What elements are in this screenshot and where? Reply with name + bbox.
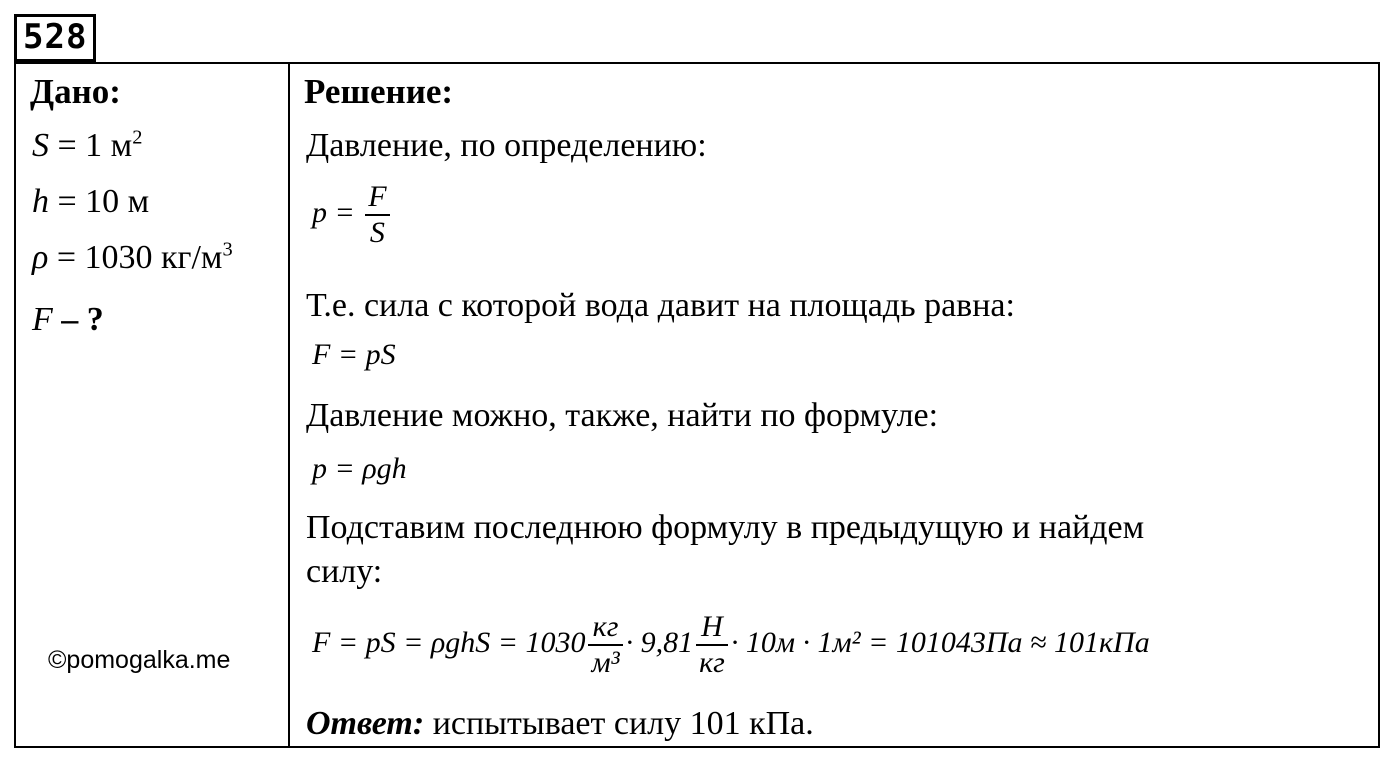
given-item-area: S = 1 $м^2$ — [32, 126, 143, 164]
solution-table — [14, 62, 1380, 748]
given-heading: Дано: — [30, 72, 121, 111]
watermark: ©pomogalka.me — [48, 646, 231, 674]
formula-force: F = pS — [312, 338, 396, 371]
problem-number: 528 — [14, 14, 96, 62]
answer-text: испытывает силу 101 кПа. — [424, 705, 814, 742]
answer-label: Ответ: — [306, 705, 425, 742]
given-item-density: ρ = 1030 $кг/м^3$ — [32, 238, 233, 276]
formula-calculation: F = pS = ρghS = 1030 $\frac{кг}{\text{м³}}$ · 9,81 $\frac{Н}{кг}$ · 10м · 1м² = 101043Па ≈ 101кПа — [312, 610, 1150, 679]
given-column — [16, 64, 290, 746]
formula-pressure-definition: p = $\frac{F}{S}$ — [312, 180, 393, 250]
solution-text-4: Подставим последнюю формулу в предыдущую и найдем — [306, 509, 1145, 546]
given-item-height: h = 10 м — [32, 183, 150, 220]
formula-hydrostatic-pressure: p = ρgh — [312, 452, 407, 485]
given-item-unknown: F – ? — [32, 301, 104, 338]
answer-line — [306, 704, 814, 744]
solution-heading: Решение: — [304, 72, 454, 111]
solution-text-3: Давление можно, также, найти по формуле: — [306, 397, 939, 434]
solution-text-2: Т.е. сила с которой вода давит на площадь равна: — [306, 287, 1015, 324]
solution-text-1: Давление, по определению: — [306, 127, 707, 164]
solution-column — [290, 64, 1378, 746]
solution-text-5: силу: — [306, 553, 383, 590]
